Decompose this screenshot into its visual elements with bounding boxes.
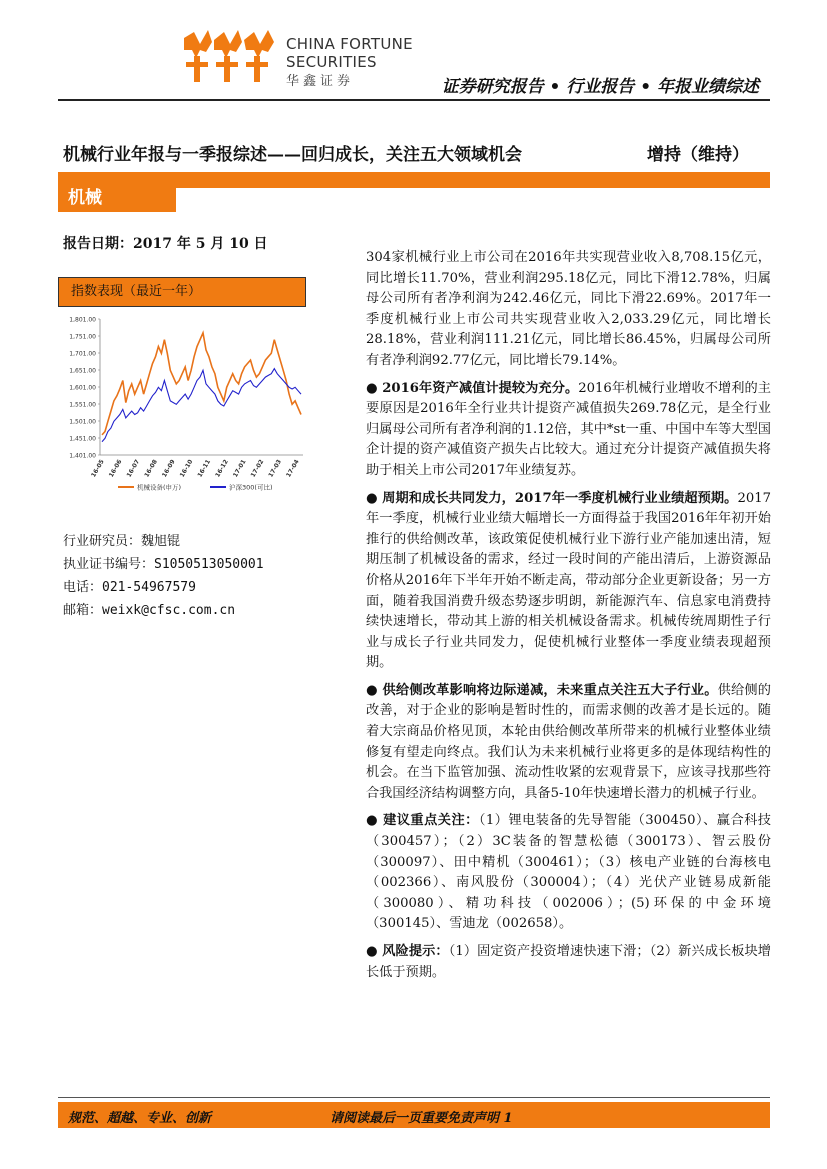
footer-disclaimer: 请阅读最后一页重要免责声明 1 <box>330 1111 513 1126</box>
sector-label: 机械 <box>58 185 176 212</box>
x-tick-label: 16-07 <box>125 458 142 479</box>
footer-divider <box>58 1097 770 1098</box>
bullet-cycle-growth <box>366 489 771 674</box>
bullet-text: （1）固定资产投资增速快速下滑；（2）新兴成长板块增长低于预期。 <box>366 944 771 980</box>
y-tick-label: 1,701.00 <box>69 350 96 358</box>
bullet-heading: ● 供给侧改革影响将边际递减，未来重点关注五大子行业。 <box>366 682 718 698</box>
bullet-supply-side <box>366 681 771 805</box>
y-tick-label: 1,651.00 <box>69 367 96 375</box>
x-tick-label: 16-06 <box>107 458 124 479</box>
header-divider <box>58 99 770 101</box>
y-tick-label: 1,451.00 <box>69 435 96 443</box>
bullet-text: 供给侧的改善，对于企业的影响是暂时性的，而需求侧的改善才是长远的。随着大宗商品价格见顶，本轮由供给侧改革所带来的机械行业整体业绩修复有望走向终点。我们认为未来机械行业将更多的是体现结构性的机会。在当下监管加强、流动性收紧的宏观背景下，应该寻找那些符合我国经济结构调整方向，具备5-10年快速增长潜力的机械子行业。 <box>366 682 771 801</box>
x-tick-label: 17-02 <box>249 458 266 479</box>
legend-label: 沪深300(可比) <box>229 483 273 492</box>
bullet-risk <box>366 942 771 983</box>
x-tick-label: 17-04 <box>285 458 301 479</box>
analyst-phone: 电话：021-54967579 <box>63 580 196 595</box>
x-tick-label: 16-11 <box>196 458 213 479</box>
bullet-heading: ● 风险提示： <box>366 944 449 959</box>
bullet-asset-impairment <box>366 379 771 482</box>
report-type: 证券研究报告 • 行业报告 • 年报业绩综述 <box>441 77 759 97</box>
bullet-text: 2016年机械行业增收不增利的主要原因是2016年全行业共计提资产减值损失269.78亿元，是全行业归属母公司所有者净利润的1.12倍，其中*st一重、中国中车等大型国企计提的资产减值资产损失占比较大。通过充分计提资产减值损失将助于相关上市公司2017年业绩复苏。 <box>366 380 771 478</box>
report-title: 机械行业年报与一季报综述——回归成长，关注五大领域机会 <box>63 145 522 165</box>
y-tick-label: 1,601.00 <box>69 384 96 392</box>
bullet-text: 2017年一季度，机械行业业绩大幅增长一方面得益于我国2016年年初开始推行的供给侧改革，该政策促使机械行业下游行业产能加速出清，短期压制了机械设备的需求，经过一段时间的产能出清后，上游资源品价格从2016年下半年开始不断走高，带动部分企业更新设备；另一方面，随着我国消费升级态势逐步明朗，新能源汽车、信息家电消费持续快速增长，带动其上游的相关机械设备需求。机械传统周期性子行业与成长子行业共同发力，促使机械行业整体一季度业绩表现超预期。 <box>366 490 771 671</box>
y-tick-label: 1,501.00 <box>69 418 96 426</box>
bullet-heading: ● 周期和成长共同发力，2017年一季度机械行业业绩超预期。 <box>366 490 738 506</box>
x-tick-label: 17-03 <box>267 458 284 479</box>
y-tick-label: 1,401.00 <box>69 452 96 460</box>
x-tick-label: 17-01 <box>231 458 248 479</box>
x-tick-label: 16-05 <box>90 458 106 479</box>
y-tick-label: 1,551.00 <box>69 401 96 409</box>
series-line <box>102 333 301 435</box>
analyst-cert: 执业证书编号：S1050513050001 <box>63 557 264 572</box>
series-line <box>102 369 301 442</box>
bullet-text: （1）锂电装备的先导智能（300450）、赢合科技（300457）；（2）3C装备的智慧松德（300173）、智云股份（300097）、田中精机（300461）；（3）核电产业链的台海核电（002366）、南风股份（300004）；（4）光伏产业链易成新能（300080）、精功科技（002006）；(5)环保的中金环境（300145）、雪迪龙（002658）。 <box>366 813 771 932</box>
analyst-name: 行业研究员：魏旭锟 <box>63 534 181 549</box>
x-tick-label: 16-10 <box>178 458 195 479</box>
x-tick-label: 16-08 <box>143 458 159 479</box>
y-tick-label: 1,751.00 <box>69 333 96 341</box>
logo-mark-icon <box>180 28 278 88</box>
footer-motto: 规范、超越、专业、创新 <box>68 1111 212 1126</box>
index-chart-svg <box>58 307 308 497</box>
x-tick-label: 16-12 <box>214 458 230 479</box>
report-date: 报告日期：2017 年 5 月 10 日 <box>63 236 268 252</box>
bullet-heading: ● 建议重点关注： <box>366 813 479 829</box>
analyst-email[interactable]: 邮箱：weixk@cfsc.com.cn <box>63 603 236 618</box>
y-tick-label: 1,801.00 <box>69 316 96 324</box>
legend-label: 机械设备(申万) <box>137 483 182 492</box>
x-tick-label: 16-09 <box>160 458 177 479</box>
company-name-en: CHINA FORTUNE SECURITIES <box>286 35 413 71</box>
summary-body <box>366 248 771 990</box>
intro-paragraph: 304家机械行业上市公司在2016年共实现营业收入8,708.15亿元，同比增长11.70%，营业利润295.18亿元，同比下滑12.78%，归属母公司所有者净利润为242.46亿元，同比下滑22.69%。2017年一季度机械行业上市公司共实现营业收入2,033.29亿元，同比增长28.18%，营业利润111.21亿元，同比增长86.45%，归属母公司所有者净利润92.77亿元，同比增长79.14%。 <box>366 250 771 368</box>
company-logo <box>180 28 278 88</box>
bullet-heading: ● 2016年资产减值计提较为充分。 <box>366 380 579 396</box>
rating: 增持（维持） <box>647 145 749 165</box>
index-chart <box>58 307 308 497</box>
bullet-recommendations <box>366 811 771 935</box>
company-name-cn: 华鑫证券 <box>286 74 355 89</box>
index-box-label: 指数表现（最近一年） <box>58 277 306 307</box>
